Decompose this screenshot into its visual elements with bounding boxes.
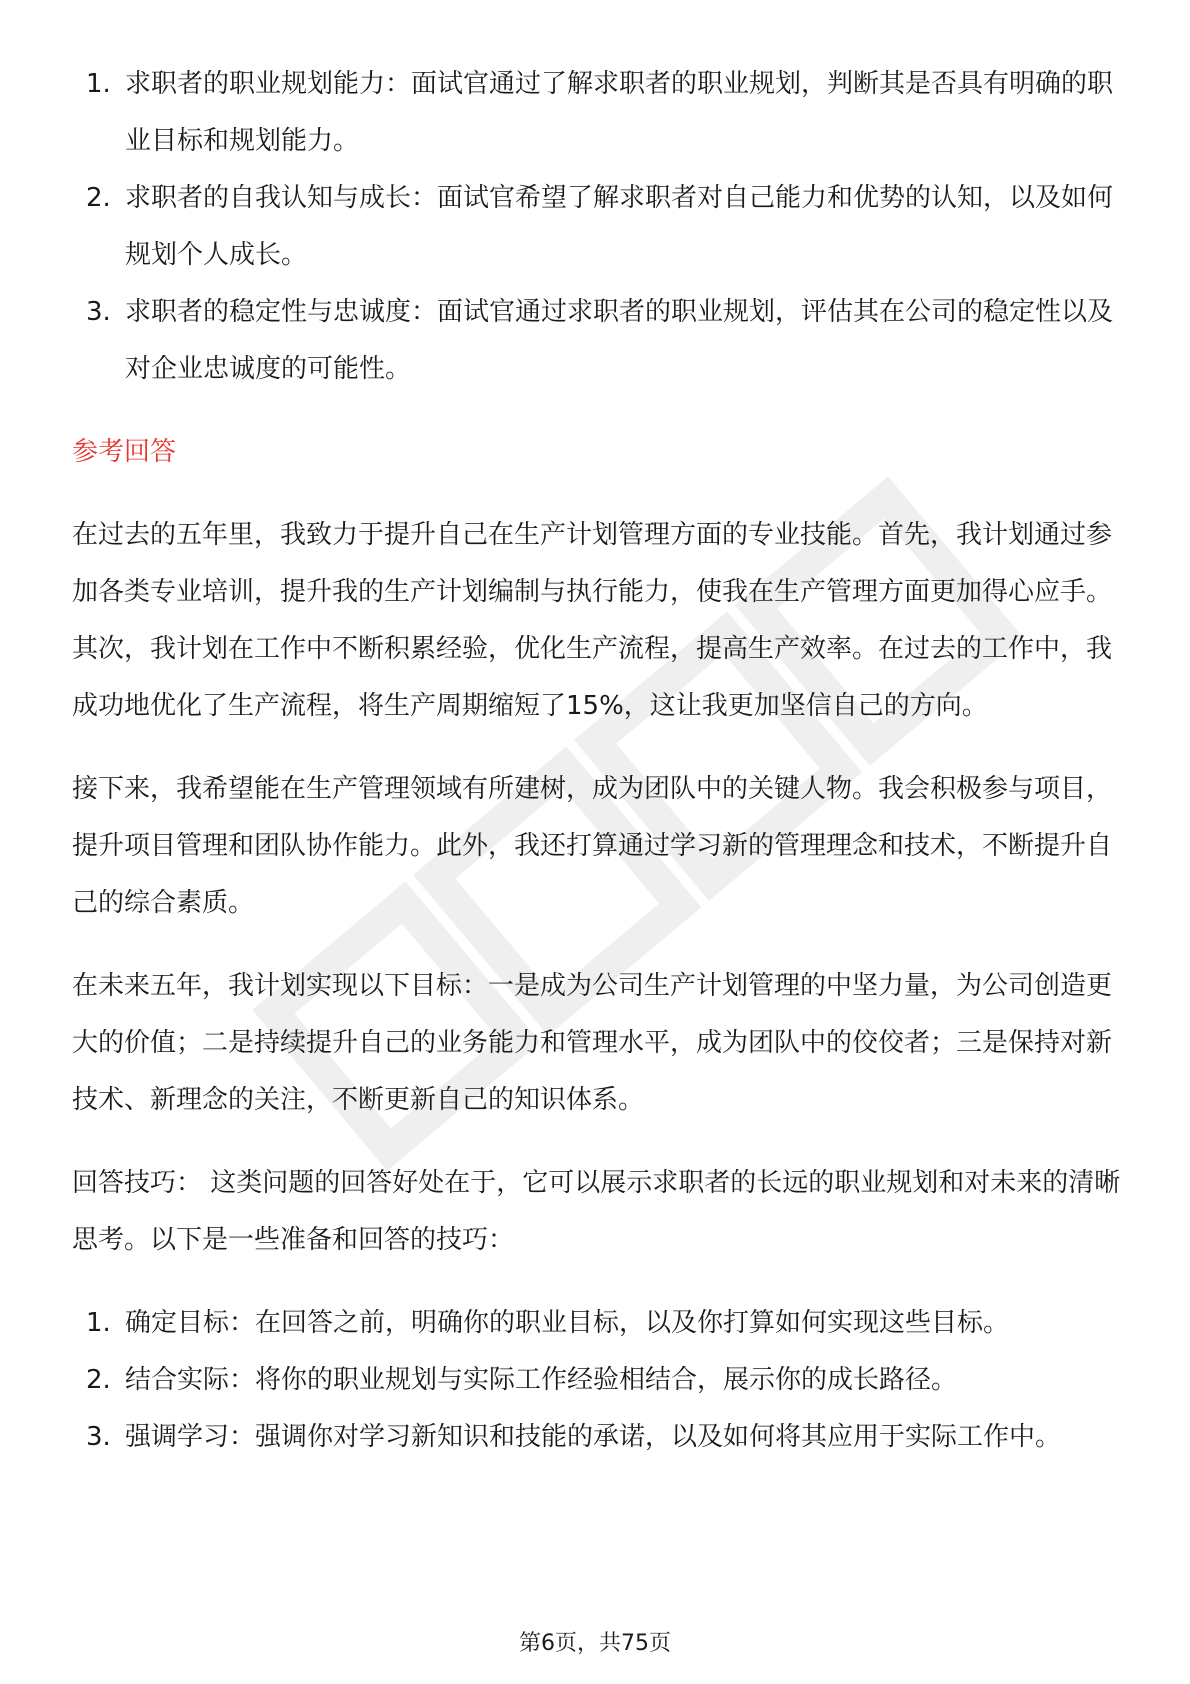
tips-intro-paragraph: 回答技巧： 这类问题的回答好处在于，它可以展示求职者的长远的职业规划和对未来的清晰思考。以下是一些准备和回答的技巧： [72, 1168, 1121, 1255]
list-item-text: 求职者的自我认知与成长：面试官希望了解求职者对自己能力和优势的认知，以及如何规划个人成长。 [125, 183, 1114, 270]
list-number: 1. [86, 69, 111, 99]
list-number: 3. [86, 1422, 111, 1452]
list-item [72, 1352, 1122, 1409]
list-item-text: 强调学习：强调你对学习新知识和技能的承诺，以及如何将其应用于实际工作中。 [125, 1422, 1062, 1452]
list-item-text: 确定目标：在回答之前，明确你的职业目标，以及你打算如何实现这些目标。 [125, 1308, 1010, 1338]
list-item [72, 284, 1122, 398]
tips-list [72, 1295, 1122, 1466]
document-body [72, 56, 1122, 1466]
answer-paragraph: 在未来五年，我计划实现以下目标：一是成为公司生产计划管理的中坚力量，为公司创造更大的价值；二是持续提升自己的业务能力和管理水平，成为团队中的佼佼者；三是保持对新技术、新理念的关注，不断更新自己的知识体系。 [72, 971, 1113, 1115]
list-item-text: 结合实际：将你的职业规划与实际工作经验相结合，展示你的成长路径。 [125, 1365, 958, 1395]
list-item [72, 56, 1122, 170]
list-item-text: 求职者的职业规划能力：面试官通过了解求职者的职业规划，判断其是否具有明确的职业目标和规划能力。 [125, 69, 1114, 156]
intro-list [72, 56, 1122, 398]
answer-paragraph: 接下来，我希望能在生产管理领域有所建树，成为团队中的关键人物。我会积极参与项目，提升项目管理和团队协作能力。此外，我还打算通过学习新的管理理念和技术，不断提升自己的综合素质。 [72, 774, 1113, 918]
answer-paragraph: 在过去的五年里，我致力于提升自己在生产计划管理方面的专业技能。首先，我计划通过参加各类专业培训，提升我的生产计划编制与执行能力，使我在生产管理方面更加得心应手。其次，我计划在工作中不断积累经验，优化生产流程，提高生产效率。在过去的工作中，我成功地优化了生产流程，将生产周期缩短了15%，这让我更加坚信自己的方向。 [72, 520, 1113, 721]
list-number: 2. [86, 1365, 111, 1395]
list-item-text: 求职者的稳定性与忠诚度：面试官通过求职者的职业规划，评估其在公司的稳定性以及对企业忠诚度的可能性。 [125, 297, 1114, 384]
section-title: 参考回答 [72, 437, 177, 467]
list-item [72, 1409, 1122, 1466]
list-item [72, 1295, 1122, 1352]
page-footer: 第6页，共75页 [519, 1631, 671, 1656]
list-item [72, 170, 1122, 284]
list-number: 1. [86, 1308, 111, 1338]
list-number: 3. [86, 297, 111, 327]
list-number: 2. [86, 183, 111, 213]
